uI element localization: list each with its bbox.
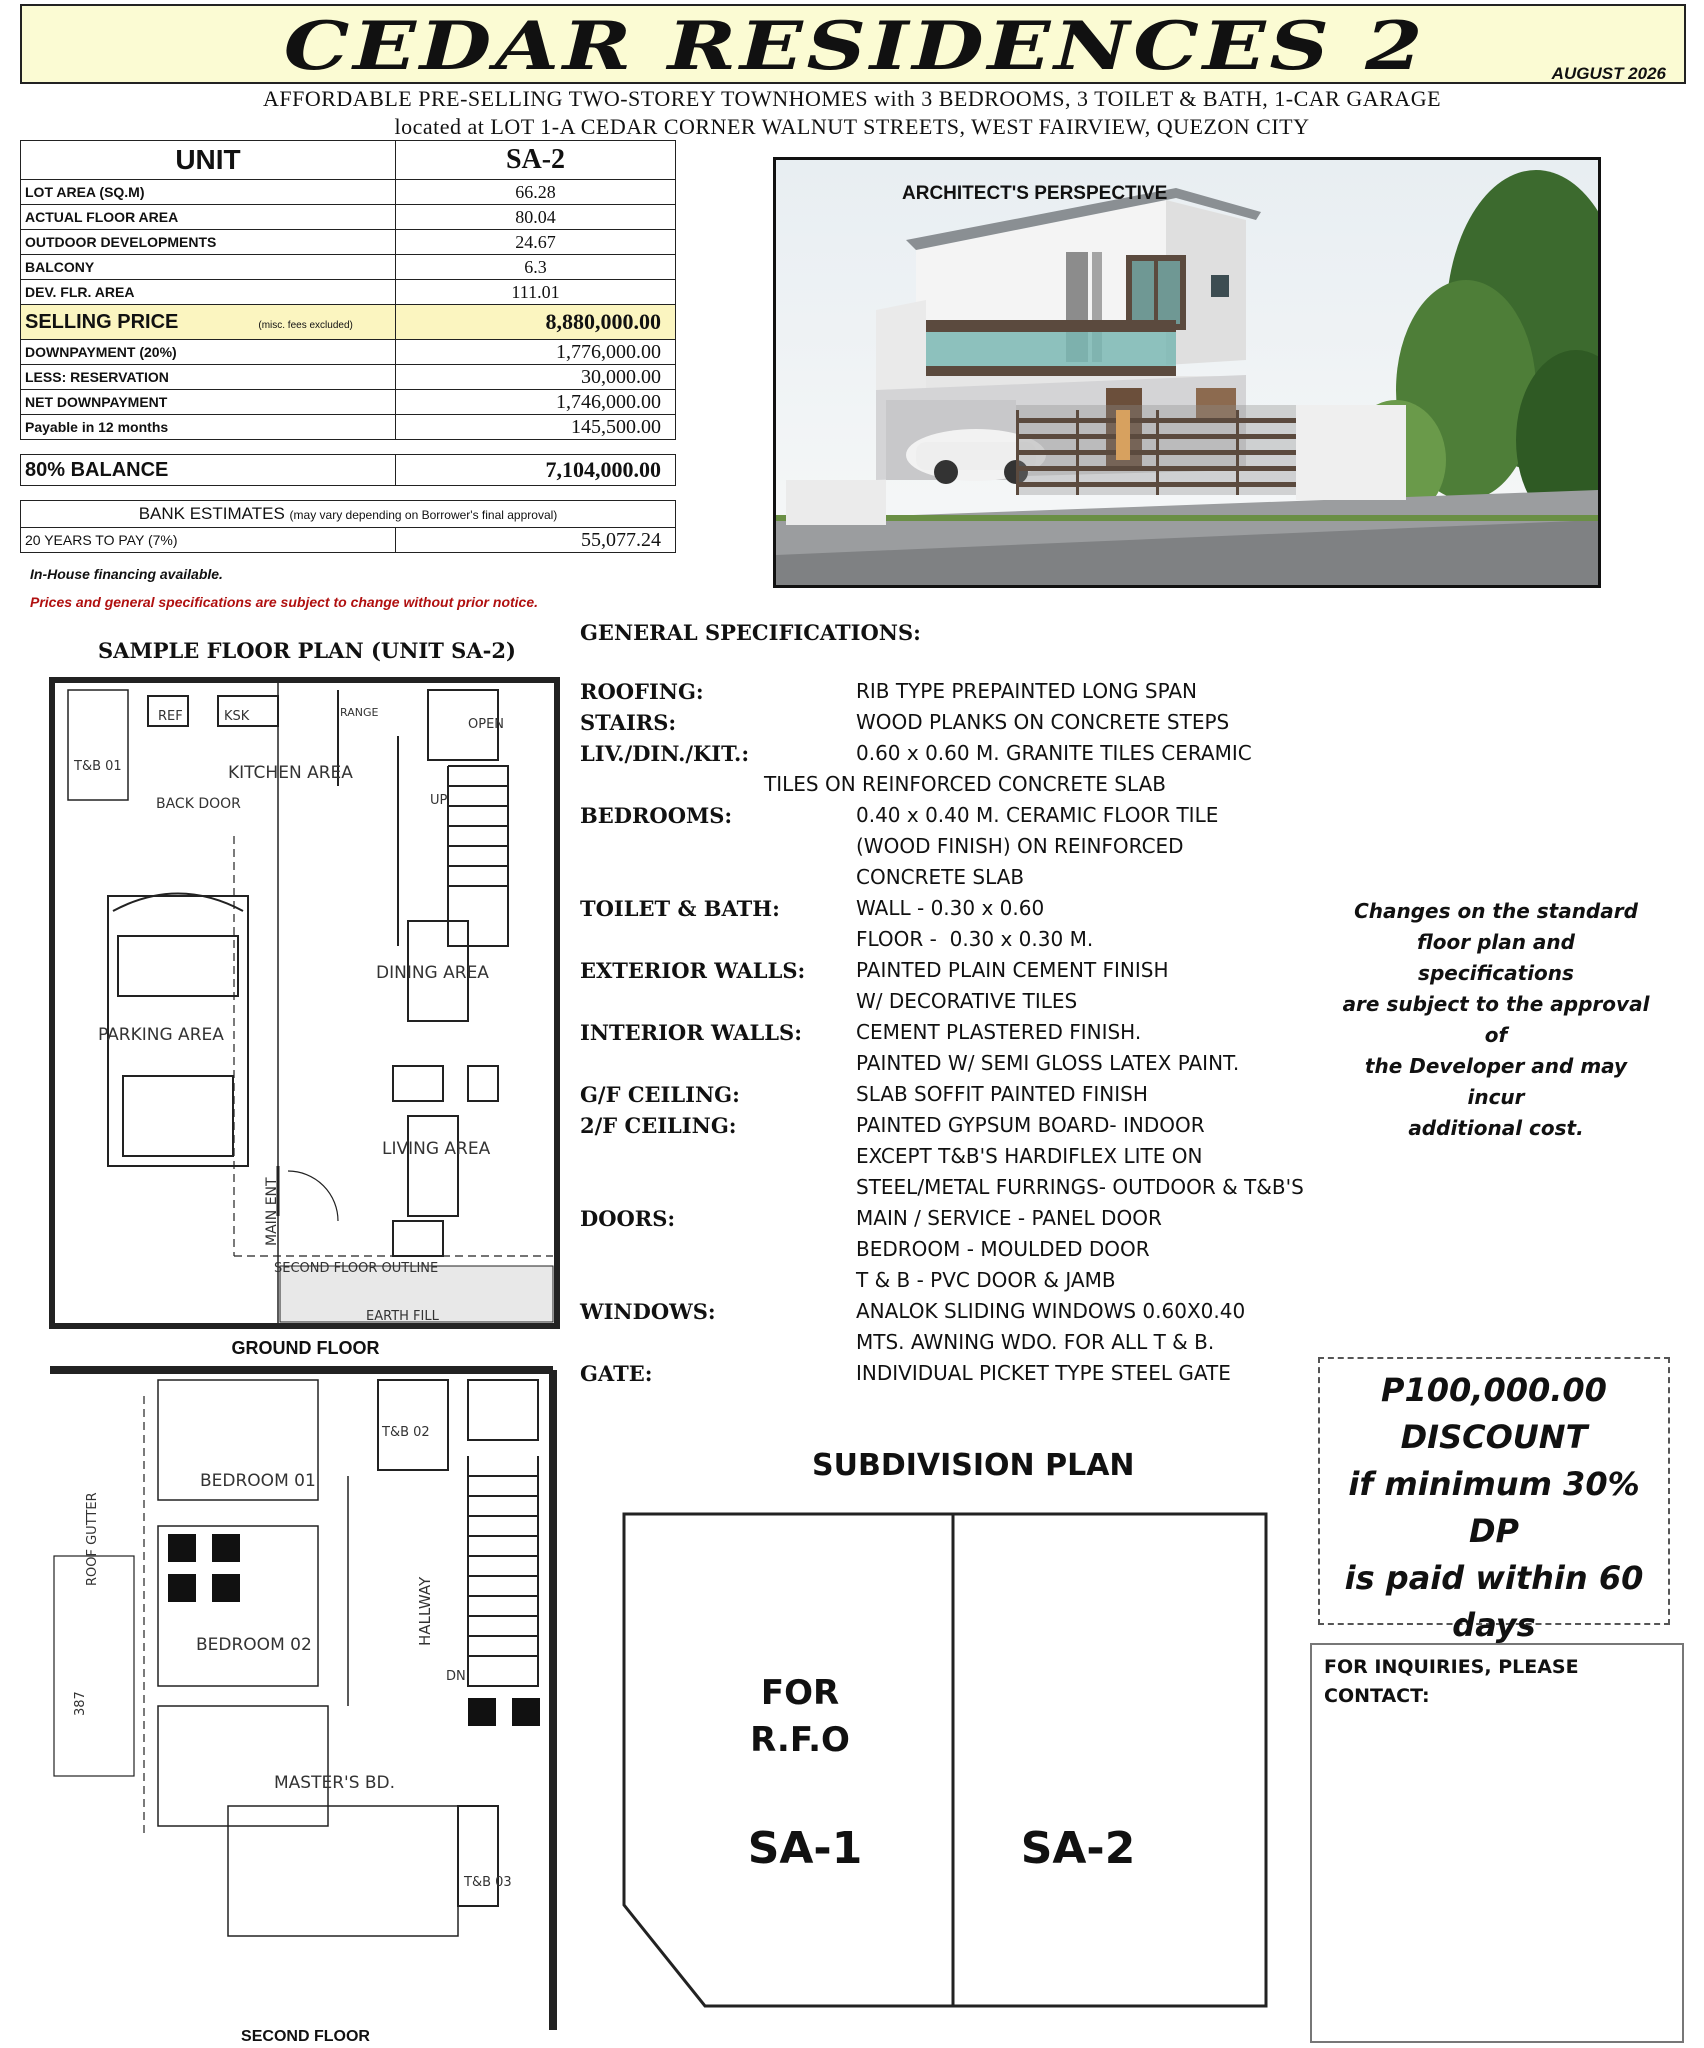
changes-note-line: are subject to the approval of (1342, 992, 1650, 1047)
tb-3-label: T&B 03 (464, 1875, 512, 1890)
spec-living-value: 0.60 x 0.60 M. GRANITE TILES CERAMIC (856, 741, 1252, 765)
discount-box (1318, 1357, 1670, 1644)
spec-gf-ceiling-value: SLAB SOFFIT PAINTED FINISH (856, 1082, 1148, 1106)
roof-gutter-label: ROOF GUTTER (85, 1492, 100, 1586)
main-entrance-label: MAIN ENT (264, 1177, 280, 1246)
payment-value: 30,000.00 (396, 365, 676, 390)
inquiry-box (1310, 1643, 1684, 2043)
payment-label: NET DOWNPAYMENT (21, 390, 396, 415)
table-spacer (21, 440, 676, 455)
spec-stairs-label: STAIRS: (580, 710, 677, 735)
payment-row (21, 390, 676, 415)
second-floor-caption: SECOND FLOOR (241, 2028, 370, 2045)
project-title: CEDAR RESIDENCES 2 (283, 7, 1427, 85)
balance-value: 7,104,000.00 (396, 455, 676, 486)
spec-toilet-label: TOILET & BATH: (580, 896, 780, 921)
selling-price-label: SELLING PRICE (25, 310, 179, 333)
changes-note-line: the Developer and may incur (1364, 1054, 1628, 1109)
changes-note-line: additional cost. (1408, 1116, 1584, 1140)
payment-row (21, 415, 676, 440)
spec-bedrooms-value: (WOOD FINISH) ON REINFORCED (856, 834, 1184, 858)
payment-value: 1,776,000.00 (396, 340, 676, 365)
misc-fee-note: (misc. fees excluded) (258, 319, 353, 331)
bank-estimate-row (21, 528, 676, 553)
spec-living-value: TILES ON REINFORCED CONCRETE SLAB (764, 772, 1166, 796)
second-floor-outline-label: SECOND FLOOR OUTLINE (274, 1261, 439, 1276)
bank-monthly-value: 55,077.24 (396, 528, 676, 553)
discount-line: days (1452, 1606, 1536, 1644)
spacer-cell (21, 486, 676, 501)
dining-label: DINING AREA (376, 963, 489, 983)
spec-doors-label: DOORS: (580, 1206, 676, 1231)
spec-gate-label: GATE: (580, 1361, 653, 1386)
project-location: located at LOT 1-A CEDAR CORNER WALNUT STREETS, WEST FAIRVIEW, QUEZON CITY (394, 114, 1310, 139)
up-label: UP (430, 793, 448, 808)
discount-amount: P100,000.00 (1381, 1371, 1607, 1409)
spec-2f-ceiling-value: EXCEPT T&B'S HARDIFLEX LITE ON (856, 1144, 1203, 1168)
spec-label: OUTDOOR DEVELOPMENTS (21, 230, 396, 255)
payment-label: DOWNPAYMENT (20%) (21, 340, 396, 365)
unit-value: SA-2 (396, 141, 676, 180)
spec-bedrooms-value: 0.40 x 0.40 M. CERAMIC FLOOR TILE (856, 803, 1219, 827)
changes-note-line: Changes on the standard (1354, 899, 1638, 923)
rfo-label: R.F.O (750, 1720, 850, 1760)
spec-row (21, 230, 676, 255)
discount-line: DISCOUNT (1400, 1418, 1588, 1456)
spec-toilet-value: WALL - 0.30 x 0.60 (856, 896, 1045, 920)
spec-value: 66.28 (396, 180, 676, 205)
spec-row (21, 180, 676, 205)
house-rendering (773, 157, 1601, 588)
spec-row (21, 280, 676, 305)
lot-sa1-label: SA-1 (747, 1823, 863, 1874)
spec-bedrooms-label: BEDROOMS: (580, 803, 733, 828)
disclaimer-note: Prices and general specifications are subject to change without prior notice. (30, 594, 539, 610)
spec-value: 6.3 (396, 255, 676, 280)
unit-header-row (21, 141, 676, 180)
bank-estimate-header (21, 501, 676, 528)
range-label: RANGE (340, 706, 379, 719)
ref-label: REF (158, 709, 183, 724)
tb-2-label: T&B 02 (382, 1425, 430, 1440)
master-bedroom-label: MASTER'S BD. (274, 1773, 396, 1793)
payment-row (21, 340, 676, 365)
bedroom-1-label: BEDROOM 01 (200, 1471, 316, 1491)
open-label: OPEN (468, 717, 505, 732)
spec-roofing-label: ROOFING: (580, 679, 704, 704)
project-subtitle: AFFORDABLE PRE-SELLING TWO-STOREY TOWNHOMES with 3 BEDROOMS, 3 TOILET & BATH, 1-CAR GARAGE (262, 86, 1442, 111)
for-label: FOR (760, 1673, 840, 1713)
payment-value: 1,746,000.00 (396, 390, 676, 415)
architect-perspective-label: ARCHITECT'S PERSPECTIVE (902, 183, 1168, 204)
spec-row (21, 205, 676, 230)
financing-note: In-House financing available. (30, 566, 223, 582)
spec-value: 80.04 (396, 205, 676, 230)
spacer-cell (21, 440, 676, 455)
payment-row (21, 365, 676, 390)
dimension-label: 387 (73, 1691, 88, 1716)
selling-price-value: 8,880,000.00 (396, 305, 676, 340)
spec-windows-value: MTS. AWNING WDO. FOR ALL T & B. (856, 1330, 1215, 1354)
spec-label: ACTUAL FLOOR AREA (21, 205, 396, 230)
back-door-label: BACK DOOR (156, 796, 241, 812)
spec-2f-ceiling-value: STEEL/METAL FURRINGS- OUTDOOR & T&B'S (856, 1175, 1304, 1199)
spec-windows-label: WINDOWS: (580, 1299, 716, 1324)
spec-roofing-value: RIB TYPE PREPAINTED LONG SPAN (856, 679, 1197, 703)
spec-label: BALCONY (21, 255, 396, 280)
bank-term-label: 20 YEARS TO PAY (7%) (21, 528, 396, 553)
kitchen-label: KITCHEN AREA (228, 763, 353, 783)
lot-boundary (624, 1514, 1266, 2006)
selling-price-label-cell (21, 305, 396, 340)
issue-date: AUGUST 2026 (1551, 64, 1666, 83)
balance-label: 80% BALANCE (21, 455, 396, 486)
spec-exterior-value: PAINTED PLAIN CEMENT FINISH (856, 958, 1169, 982)
discount-line: is paid within 60 (1344, 1559, 1644, 1597)
spec-doors-value: MAIN / SERVICE - PANEL DOOR (856, 1206, 1162, 1230)
down-label: DN (446, 1669, 466, 1684)
hallway-label: HALLWAY (416, 1576, 434, 1646)
spec-interior-value: CEMENT PLASTERED FINISH. (856, 1020, 1142, 1044)
selling-price-row (21, 305, 676, 340)
discount-line: if minimum 30% DP (1348, 1465, 1640, 1550)
spec-gf-ceiling-label: G/F CEILING: (580, 1082, 740, 1107)
living-label: LIVING AREA (382, 1139, 491, 1159)
tb-label: T&B 01 (74, 759, 122, 774)
spec-interior-label: INTERIOR WALLS: (580, 1020, 802, 1045)
changes-note (1336, 896, 1656, 1144)
spec-gate-value: INDIVIDUAL PICKET TYPE STEEL GATE (856, 1361, 1231, 1385)
specifications-title: GENERAL SPECIFICATIONS: (580, 620, 921, 645)
spec-value: 111.01 (396, 280, 676, 305)
spec-interior-value: PAINTED W/ SEMI GLOSS LATEX PAINT. (856, 1051, 1240, 1075)
spec-2f-ceiling-label: 2/F CEILING: (580, 1113, 737, 1138)
spec-2f-ceiling-value: PAINTED GYPSUM BOARD- INDOOR (856, 1113, 1205, 1137)
payment-value: 145,500.00 (396, 415, 676, 440)
spec-label: LOT AREA (SQ.M) (21, 180, 396, 205)
spec-bedrooms-value: CONCRETE SLAB (856, 865, 1025, 889)
spec-label: DEV. FLR. AREA (21, 280, 396, 305)
spec-doors-value: BEDROOM - MOULDED DOOR (856, 1237, 1150, 1261)
bank-estimate-note: (may vary depending on Borrower's final approval) (289, 508, 558, 522)
bank-estimate-title: BANK ESTIMATES (138, 504, 285, 523)
lot-sa2-label: SA-2 (1020, 1823, 1136, 1874)
spec-toilet-value: FLOOR - 0.30 x 0.30 M. (856, 927, 1094, 951)
inquiry-line: FOR INQUIRIES, PLEASE (1324, 1656, 1579, 1678)
payment-label: LESS: RESERVATION (21, 365, 396, 390)
ksk-label: KSK (224, 709, 250, 724)
spec-doors-value: T & B - PVC DOOR & JAMB (856, 1268, 1116, 1292)
spec-exterior-label: EXTERIOR WALLS: (580, 958, 806, 983)
unit-label: UNIT (21, 141, 396, 180)
title-banner (20, 4, 1686, 84)
payment-label: Payable in 12 months (21, 415, 396, 440)
second-floor-plan (48, 1366, 563, 2030)
spec-windows-value: ANALOK SLIDING WINDOWS 0.60X0.40 (856, 1299, 1246, 1323)
inquiry-line: CONTACT: (1324, 1685, 1430, 1707)
changes-note-line: floor plan and specifications (1417, 930, 1575, 985)
floor-plan-title: SAMPLE FLOOR PLAN (UNIT SA-2) (98, 638, 516, 663)
house-illustration (776, 160, 1598, 585)
spec-exterior-value: W/ DECORATIVE TILES (856, 989, 1078, 1013)
bank-estimate-title-cell (21, 501, 676, 528)
subdivision-plan-diagram (620, 1510, 1270, 2010)
price-table (20, 140, 676, 553)
subdivision-plan-title: SUBDIVISION PLAN (812, 1448, 1135, 1483)
parking-label: PARKING AREA (98, 1025, 224, 1045)
spec-value: 24.67 (396, 230, 676, 255)
balance-row (21, 455, 676, 486)
spec-stairs-value: WOOD PLANKS ON CONCRETE STEPS (856, 710, 1230, 734)
spec-living-label: LIV./DIN./KIT.: (580, 741, 750, 766)
bedroom-2-label: BEDROOM 02 (196, 1635, 312, 1655)
spec-row (21, 255, 676, 280)
ground-floor-plan (48, 676, 563, 1330)
earth-fill-label: EARTH FILL (366, 1309, 439, 1324)
table-spacer (21, 486, 676, 501)
ground-floor-caption: GROUND FLOOR (231, 1338, 380, 1358)
